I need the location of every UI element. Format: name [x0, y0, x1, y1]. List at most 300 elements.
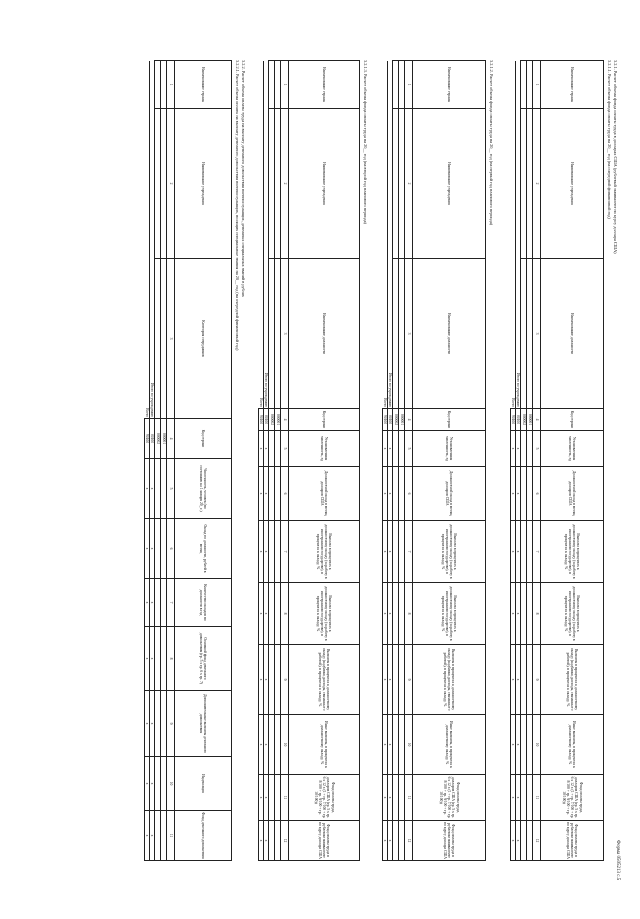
x-mark: x	[510, 467, 515, 521]
column-header: Оклад по должности, рублей в месяц	[175, 519, 232, 579]
column-header: Фонд оплаты труда, долларов США (гр. 5 х гр. 6 х 12 х (1 + гр. 7/100 + гр. 8/100 + гр. 9/100 + гр. 10/100))	[413, 775, 486, 821]
column-number: 7	[281, 521, 289, 583]
column-number: 1	[167, 61, 175, 109]
column-number: 5	[533, 431, 541, 467]
column-number: 1	[281, 61, 289, 109]
x-mark: x	[510, 521, 515, 583]
x-mark: x	[258, 645, 263, 715]
header-row	[289, 61, 360, 861]
table-cell[interactable]	[161, 519, 167, 579]
column-header: Должностной оклад в месяц, долларов США	[413, 467, 486, 521]
column-header: Наименование страны	[175, 61, 232, 109]
column-header: Код строки	[413, 409, 486, 431]
column-header: Выплата в процентах к должностному окладу (за работу в иностранном государстве), в процентах к окладу, %	[413, 583, 486, 645]
column-number: 2	[405, 109, 413, 259]
column-header: Количество окладов по должности в год	[175, 579, 232, 627]
column-number: 2	[281, 109, 289, 259]
column-number: 5	[281, 431, 289, 467]
column-header: Выплаты в процентах к должностному окладу (надбавки, расходы, связанные с работой), в процентах к окладу, %	[541, 645, 604, 715]
table-row	[521, 61, 527, 861]
subtotal-label: Итого по учреждению	[515, 61, 520, 409]
x-mark: x	[382, 467, 387, 521]
table-cell[interactable]	[527, 715, 533, 775]
table-cell[interactable]	[161, 61, 167, 109]
column-number: 11	[405, 775, 413, 821]
table-cell[interactable]	[275, 775, 281, 821]
x-mark: x	[515, 431, 520, 467]
column-header: Наименование должности	[541, 259, 604, 409]
column-number-row	[281, 61, 289, 861]
table-cell[interactable]	[275, 521, 281, 583]
column-number: 4	[533, 409, 541, 431]
table-cell[interactable]	[161, 109, 167, 259]
x-mark: x	[515, 775, 520, 821]
table-cell[interactable]	[161, 627, 167, 691]
x-mark: x	[510, 821, 515, 861]
table-cell[interactable]	[521, 61, 527, 109]
column-number: 6	[533, 467, 541, 521]
total-row	[510, 61, 515, 861]
table-cell[interactable]	[527, 583, 533, 645]
column-number: 4	[281, 409, 289, 431]
column-header: Иные выплаты, в процентах к должностному окладу, %	[289, 715, 360, 775]
x-mark: x	[144, 627, 149, 691]
row-code: 000002	[269, 409, 275, 431]
subtotal-row	[515, 61, 520, 861]
form-id: Форма 0505213 с.5	[615, 840, 620, 881]
table-cell[interactable]	[521, 583, 527, 645]
table-row	[527, 61, 533, 861]
column-header: Код строки	[289, 409, 360, 431]
table-row	[269, 61, 275, 861]
table-cell[interactable]	[521, 259, 527, 409]
table-cell[interactable]	[521, 775, 527, 821]
table-cell[interactable]	[155, 259, 161, 419]
column-header: Основной фонд денежного довольствия (гр. 5 х гр. 6 х гр. 7)	[175, 627, 232, 691]
column-number: 5	[167, 459, 175, 519]
column-number: 9	[533, 645, 541, 715]
column-header: Наименование страны	[413, 61, 486, 109]
table-cell[interactable]	[399, 431, 405, 467]
table-cell[interactable]	[399, 775, 405, 821]
column-number: 6	[405, 467, 413, 521]
column-header: Иные выплаты, в процентах к должностному окладу, %	[541, 715, 604, 775]
x-mark: x	[149, 519, 154, 579]
subtotal-code: 00100	[263, 409, 268, 431]
x-mark: x	[382, 775, 387, 821]
x-mark: x	[515, 467, 520, 521]
column-number: 6	[281, 467, 289, 521]
x-mark: x	[510, 775, 515, 821]
column-header: Наименование должности	[413, 259, 486, 409]
column-number: 2	[533, 109, 541, 259]
x-mark: x	[149, 627, 154, 691]
table-cell[interactable]	[269, 521, 275, 583]
section2-heading: 3.2.1.2. Расчет объема фонда оплаты труда на 20__ год (на первый год планового периода)	[489, 60, 494, 226]
subtotal-row	[149, 61, 154, 861]
x-mark: x	[258, 821, 263, 861]
table-cell[interactable]	[527, 467, 533, 521]
column-header: Выплата в процентах к должностному окладу (за работу в иностранном государстве), в процентах к окладу, %	[413, 521, 486, 583]
table-cell[interactable]	[521, 431, 527, 467]
header-row	[175, 61, 232, 861]
total-code: 90100	[510, 409, 515, 431]
x-mark: x	[387, 821, 392, 861]
x-mark: x	[144, 691, 149, 757]
column-header: Выплаты в процентах к должностному окладу (надбавки, расходы, связанные с работой), в процентах к окладу, %	[289, 645, 360, 715]
column-header: Наименование учреждения	[541, 109, 604, 259]
table-cell[interactable]	[393, 61, 399, 109]
total-label: Всего	[510, 61, 515, 409]
x-mark: x	[144, 519, 149, 579]
table-cell[interactable]	[161, 811, 167, 861]
table-cell[interactable]	[393, 583, 399, 645]
column-number-row	[167, 61, 175, 861]
x-mark: x	[382, 645, 387, 715]
x-mark: x	[382, 583, 387, 645]
total-code: 90100	[382, 409, 387, 431]
table-cell[interactable]	[155, 579, 161, 627]
table-row	[161, 61, 167, 861]
table-cell[interactable]	[155, 627, 161, 691]
table-row	[155, 61, 161, 861]
table-cell[interactable]	[399, 61, 405, 109]
table-cell[interactable]	[399, 821, 405, 861]
column-number: 1	[405, 61, 413, 109]
column-number: 3	[405, 259, 413, 409]
x-mark: x	[258, 775, 263, 821]
column-number: 12	[533, 821, 541, 861]
x-mark: x	[263, 821, 268, 861]
table-cell[interactable]	[275, 821, 281, 861]
row-code: 000001	[161, 419, 167, 459]
column-number: 10	[405, 715, 413, 775]
table-cell[interactable]	[399, 521, 405, 583]
table-cell[interactable]	[521, 821, 527, 861]
table-cell[interactable]	[393, 775, 399, 821]
subtotal-code: 00100	[515, 409, 520, 431]
table-cell[interactable]	[275, 583, 281, 645]
table-cell[interactable]	[521, 109, 527, 259]
x-mark: x	[263, 431, 268, 467]
x-mark: x	[382, 431, 387, 467]
x-mark: x	[149, 691, 154, 757]
subtotal-label: Итого по учреждению	[149, 61, 154, 419]
x-mark: x	[387, 715, 392, 775]
column-header: Наименование учреждения	[413, 109, 486, 259]
table-row	[393, 61, 399, 861]
column-header: Выплата в процентах к должностному окладу (за работу в иностранном государстве), в процентах к окладу, %	[541, 521, 604, 583]
column-header: Фонд оплаты труда в рублевом эквиваленте по курсу доллара США	[289, 821, 360, 861]
x-mark: x	[510, 645, 515, 715]
table-cell[interactable]	[393, 259, 399, 409]
table-cell[interactable]	[521, 521, 527, 583]
table-cell[interactable]	[161, 259, 167, 419]
column-header: Выплата в процентах к должностному окладу (за работу в иностранном государстве), в процентах к окладу, %	[289, 521, 360, 583]
column-header: Выплата в процентах к должностному окладу (за работу в иностранном государстве), в процентах к окладу, %	[289, 583, 360, 645]
column-number: 2	[167, 109, 175, 259]
column-header: Категория сотрудников	[175, 259, 232, 419]
column-number: 7	[167, 579, 175, 627]
x-mark: x	[258, 521, 263, 583]
table-cell[interactable]	[155, 459, 161, 519]
table-cell[interactable]	[269, 431, 275, 467]
x-mark: x	[263, 521, 268, 583]
table-cell[interactable]	[275, 715, 281, 775]
x-mark: x	[382, 521, 387, 583]
table-cell[interactable]	[521, 645, 527, 715]
column-number: 11	[533, 775, 541, 821]
column-header: Наименование учреждения	[175, 109, 232, 259]
table-cell[interactable]	[155, 691, 161, 757]
total-label: Всего	[382, 61, 387, 409]
column-header: Иные выплаты, в процентах к должностному окладу, %	[413, 715, 486, 775]
section2-table	[382, 60, 486, 861]
table-cell[interactable]	[399, 467, 405, 521]
column-number: 6	[167, 519, 175, 579]
x-mark: x	[149, 579, 154, 627]
column-number: 4	[405, 409, 413, 431]
column-header: Код строки	[175, 419, 232, 459]
x-mark: x	[149, 757, 154, 811]
column-number: 3	[281, 259, 289, 409]
table-cell[interactable]	[527, 821, 533, 861]
total-row	[258, 61, 263, 861]
column-header: Должностной оклад в месяц, долларов США	[289, 467, 360, 521]
column-header: Должностной оклад в месяц, долларов США	[541, 467, 604, 521]
table-cell[interactable]	[393, 821, 399, 861]
x-mark: x	[387, 645, 392, 715]
column-number: 8	[281, 583, 289, 645]
x-mark: x	[515, 645, 520, 715]
column-number: 10	[533, 715, 541, 775]
table-cell[interactable]	[269, 645, 275, 715]
column-header: Дополнительные выплаты денежного довольствия	[175, 691, 232, 757]
row-code: 000002	[521, 409, 527, 431]
section3-table	[258, 60, 360, 861]
x-mark: x	[149, 459, 154, 519]
table-cell[interactable]	[269, 775, 275, 821]
x-mark: x	[149, 811, 154, 861]
column-number: 4	[167, 419, 175, 459]
x-mark: x	[515, 583, 520, 645]
table-cell[interactable]	[399, 109, 405, 259]
x-mark: x	[515, 821, 520, 861]
table-cell[interactable]	[399, 715, 405, 775]
column-header: Фонд оплаты труда в рублевом эквиваленте по курсу доллара США	[541, 821, 604, 861]
column-number: 9	[167, 691, 175, 757]
x-mark: x	[144, 579, 149, 627]
column-header: Индексация	[175, 757, 232, 811]
x-mark: x	[515, 521, 520, 583]
table-cell[interactable]	[269, 109, 275, 259]
row-code: 000001	[275, 409, 281, 431]
total-label: Всего	[258, 61, 263, 409]
total-label: Всего	[144, 61, 149, 419]
column-header: Фонд оплаты труда, долларов США (гр. 5 х гр. 6 х 12 х (1 + гр. 7/100 + гр. 8/100 + гр. 9/100 + гр. 10/100))	[289, 775, 360, 821]
x-mark: x	[258, 715, 263, 775]
section4-heading2: 3.2.2.1. Расчет объема оплаты на выплату денежного довольствия военнослужащих, носящих специальные звания на 20__ год (на очередной финансовый год)	[235, 60, 240, 351]
column-header: Наименование учреждения	[289, 109, 360, 259]
x-mark: x	[258, 467, 263, 521]
total-code: 90100	[258, 409, 263, 431]
column-number: 3	[533, 259, 541, 409]
table-cell[interactable]	[393, 645, 399, 715]
column-number: 10	[167, 757, 175, 811]
table-cell[interactable]	[399, 645, 405, 715]
table-cell[interactable]	[269, 821, 275, 861]
table-cell[interactable]	[527, 645, 533, 715]
row-code: 000002	[393, 409, 399, 431]
x-mark: x	[382, 821, 387, 861]
table-cell[interactable]	[393, 715, 399, 775]
subtotal-code: 00100	[149, 419, 154, 459]
section1-heading2: 3.2.1.1. Расчет объема фонда оплаты труда на 20__ год (на очередной финансовый год)	[607, 60, 612, 219]
x-mark: x	[258, 583, 263, 645]
table-cell[interactable]	[275, 109, 281, 259]
column-number-row	[405, 61, 413, 861]
table-cell[interactable]	[393, 431, 399, 467]
column-header: Код строки	[541, 409, 604, 431]
x-mark: x	[510, 583, 515, 645]
column-number: 11	[281, 775, 289, 821]
table-cell[interactable]	[275, 645, 281, 715]
column-header: Численность, человек (по состоянию на 1 января 20_ г.)	[175, 459, 232, 519]
x-mark: x	[387, 775, 392, 821]
table-cell[interactable]	[155, 811, 161, 861]
section4-heading1: 3.2.2. Расчет объема оплаты труда на выплату денежного довольствия военнослужащих, денежных специальных званий в рублях	[241, 60, 246, 297]
x-mark: x	[382, 715, 387, 775]
table-row	[275, 61, 281, 861]
subtotal-code: 00100	[387, 409, 392, 431]
column-header: Установленная численность, ед	[289, 431, 360, 467]
column-header: Наименование должности	[289, 259, 360, 409]
x-mark: x	[263, 715, 268, 775]
column-number-row	[533, 61, 541, 861]
column-number: 5	[405, 431, 413, 467]
table-cell[interactable]	[521, 715, 527, 775]
x-mark: x	[144, 757, 149, 811]
table-row	[399, 61, 405, 861]
table-cell[interactable]	[393, 109, 399, 259]
column-number: 10	[281, 715, 289, 775]
column-number: 11	[167, 811, 175, 861]
table-cell[interactable]	[527, 109, 533, 259]
x-mark: x	[510, 431, 515, 467]
table-cell[interactable]	[527, 259, 533, 409]
x-mark: x	[387, 583, 392, 645]
table-cell[interactable]	[275, 431, 281, 467]
x-mark: x	[144, 459, 149, 519]
table-cell[interactable]	[269, 583, 275, 645]
section3-heading: 3.2.1.3. Расчет объема фонда оплаты труда на 20__ год (на второй год планового периода)	[363, 60, 368, 224]
x-mark: x	[510, 715, 515, 775]
table-cell[interactable]	[527, 61, 533, 109]
column-number: 8	[533, 583, 541, 645]
x-mark: x	[258, 431, 263, 467]
total-row	[382, 61, 387, 861]
column-header: Наименование страны	[289, 61, 360, 109]
column-header: Фонд оплаты труда в рублевом эквиваленте по курсу доллара США	[413, 821, 486, 861]
x-mark: x	[263, 467, 268, 521]
table-cell[interactable]	[269, 715, 275, 775]
table-cell[interactable]	[269, 61, 275, 109]
row-code: 000001	[399, 409, 405, 431]
table-cell[interactable]	[155, 519, 161, 579]
total-code: 90100	[144, 419, 149, 459]
column-number: 7	[533, 521, 541, 583]
table-cell[interactable]	[521, 467, 527, 521]
x-mark: x	[387, 467, 392, 521]
table-cell[interactable]	[399, 259, 405, 409]
column-header: Фонд денежного довольствия	[175, 811, 232, 861]
column-number: 9	[281, 645, 289, 715]
table-cell[interactable]	[527, 775, 533, 821]
table-cell[interactable]	[275, 259, 281, 409]
table-cell[interactable]	[161, 579, 167, 627]
table-cell[interactable]	[527, 521, 533, 583]
table-cell[interactable]	[269, 259, 275, 409]
column-number: 1	[533, 61, 541, 109]
x-mark: x	[263, 645, 268, 715]
table-cell[interactable]	[155, 61, 161, 109]
x-mark: x	[263, 775, 268, 821]
x-mark: x	[387, 431, 392, 467]
table-cell[interactable]	[527, 431, 533, 467]
column-number: 8	[167, 627, 175, 691]
column-header: Выплата в процентах к должностному окладу (за работу в иностранном государстве), в процентах к окладу, %	[541, 583, 604, 645]
column-number: 12	[281, 821, 289, 861]
column-number: 12	[405, 821, 413, 861]
column-header: Установленная численность, ед	[541, 431, 604, 467]
subtotal-row	[387, 61, 392, 861]
column-number: 8	[405, 583, 413, 645]
header-row	[413, 61, 486, 861]
table-cell[interactable]	[161, 757, 167, 811]
column-number: 3	[167, 259, 175, 419]
table-cell[interactable]	[161, 459, 167, 519]
section1-heading1: 3.2.1. Расчет объема фонда оплаты труда в долларах США (рублевый эквивалент по курсу доллара США)	[613, 60, 618, 254]
table-cell[interactable]	[393, 521, 399, 583]
x-mark: x	[144, 811, 149, 861]
table-cell[interactable]	[161, 691, 167, 757]
x-mark: x	[515, 715, 520, 775]
column-header: Наименование страны	[541, 61, 604, 109]
subtotal-label: Итого по учреждению	[387, 61, 392, 409]
section1-table	[510, 60, 604, 861]
subtotal-row	[263, 61, 268, 861]
x-mark: x	[263, 583, 268, 645]
total-row	[144, 61, 149, 861]
column-header: Выплаты в процентах к должностному окладу (надбавки, расходы, связанные с работой), в процентах к окладу, %	[413, 645, 486, 715]
table-cell[interactable]	[269, 467, 275, 521]
table-cell[interactable]	[275, 61, 281, 109]
column-header: Установленная численность, ед	[413, 431, 486, 467]
table-cell[interactable]	[275, 467, 281, 521]
table-cell[interactable]	[393, 467, 399, 521]
section4-table	[144, 60, 232, 861]
table-cell[interactable]	[399, 583, 405, 645]
table-cell[interactable]	[155, 109, 161, 259]
column-number: 9	[405, 645, 413, 715]
row-code: 000001	[527, 409, 533, 431]
column-header: Фонд оплаты труда, долларов США (гр. 5 х гр. 6 х 12 х (1 + гр. 7/100 + гр. 8/100 + гр. 9/100 + гр. 10/100))	[541, 775, 604, 821]
table-cell[interactable]	[155, 757, 161, 811]
subtotal-label: Итого по учреждению	[263, 61, 268, 409]
column-number: 7	[405, 521, 413, 583]
x-mark: x	[387, 521, 392, 583]
header-row	[541, 61, 604, 861]
